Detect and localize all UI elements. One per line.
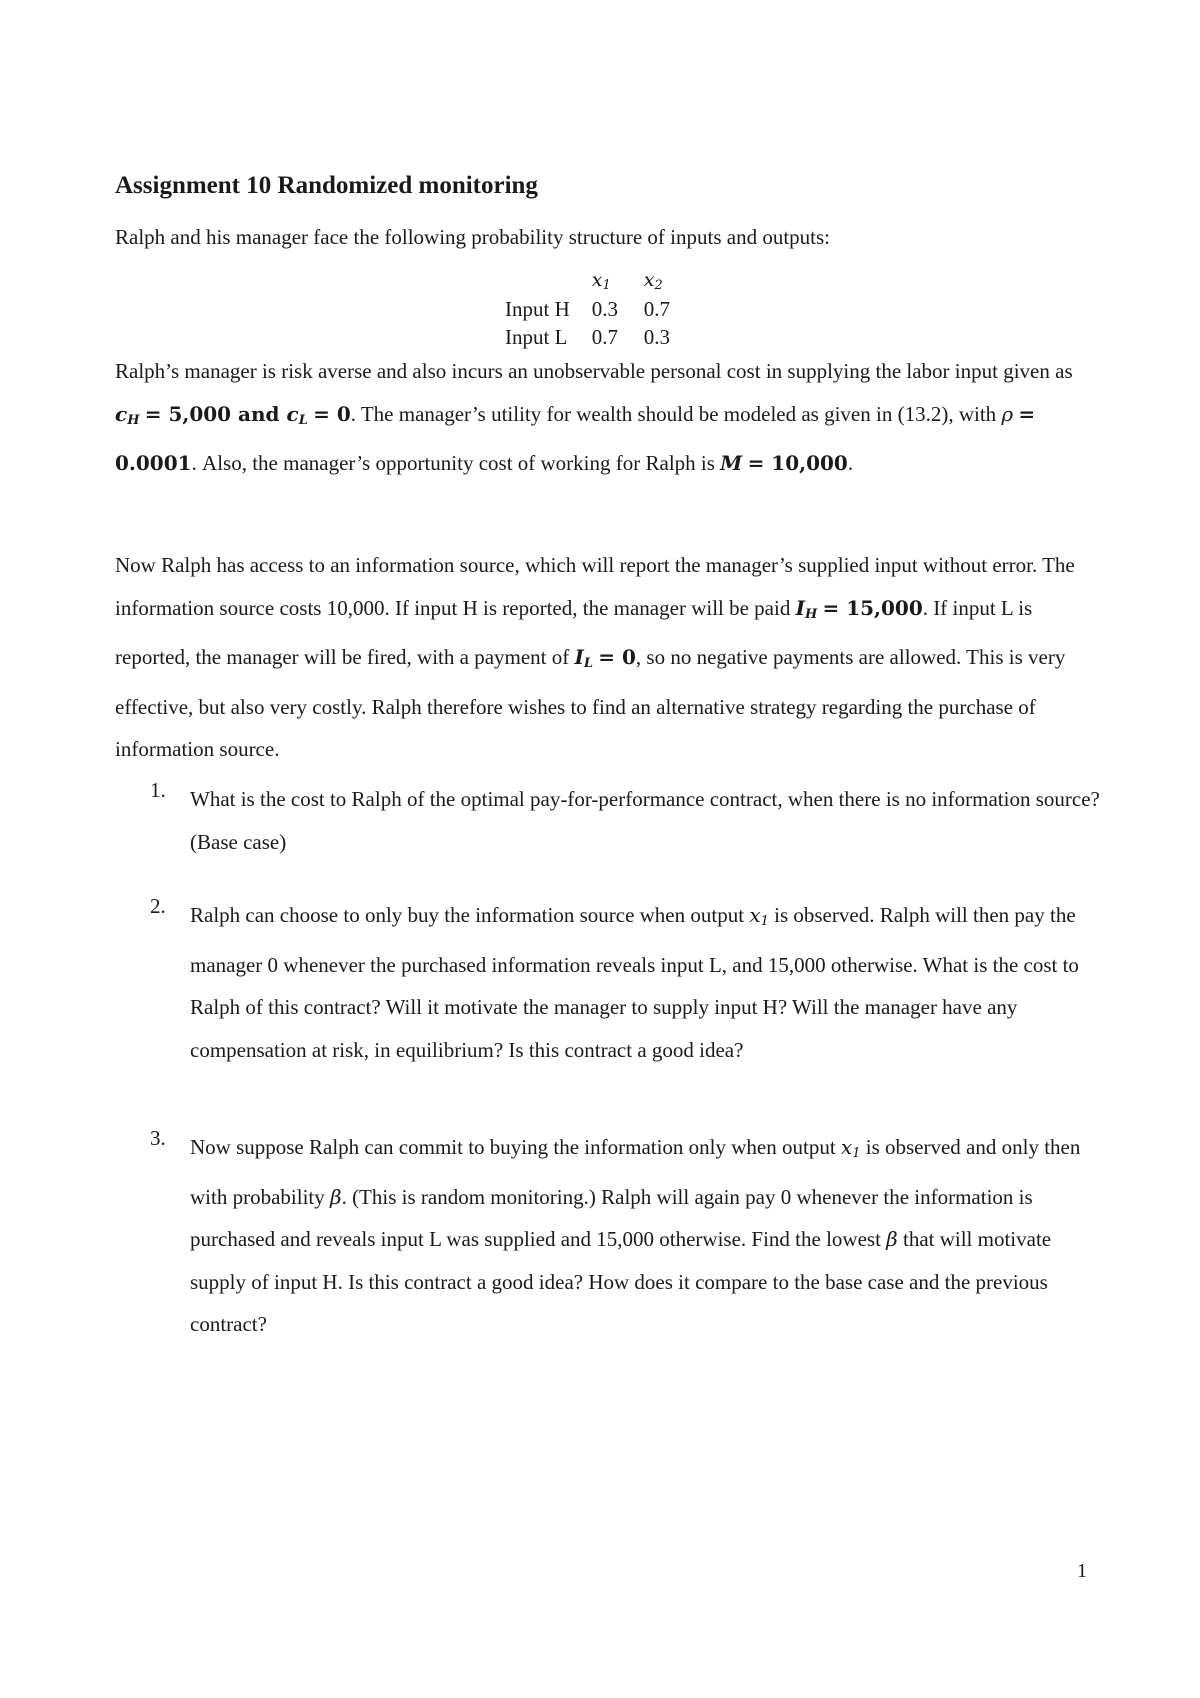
row-label: Input H — [505, 296, 570, 321]
question-text: Ralph can choose to only buy the information source when output $x_1$ is observed. Ralph will then pay the manager 0 whenever the purchased information reveals input L, and 15,000 otherwise. What is the cost to Ralph of this contract? Will it motivate the manager to supply input H? Will the manager have any compensation at risk, in equilibrium? Is this contract a good idea? — [190, 903, 1079, 1062]
math-rho: ρ — [1001, 401, 1014, 426]
table-row — [505, 295, 696, 323]
intro-text: Ralph and his manager face the following probability structure of inputs and outputs: — [115, 225, 831, 249]
table-cell: 0.7 — [591, 324, 618, 349]
math-c-l: $c_L$ — [286, 401, 308, 428]
question-text: What is the cost to Ralph of the optimal pay-for-performance contract, when there is no information source? (Base case) — [190, 787, 1100, 854]
question-number: 1. — [150, 778, 166, 802]
table-column-header: $x_1$ — [591, 269, 611, 293]
probability-table — [505, 267, 696, 351]
row-label: Input L — [505, 324, 568, 349]
paragraph-information-source: Now Ralph has access to an information source, which will report the manager’s supplied input without error. The information source costs 10,000. If input H is reported, the manager will be paid $I_H = 15,000$. If input L is reported, the manager will be fired, with a payment of $I_L = 0$, so no negative payments are allowed. This is very effective, but also very costly. Ralph therefore wishes to find an alternative strategy regarding the purchase of information source. — [115, 553, 1075, 761]
question-1 — [150, 778, 1100, 863]
table-cell: 0.3 — [643, 324, 670, 349]
math-c-h: $c_H$ — [115, 401, 140, 428]
paragraph-costs: Ralph’s manager is risk averse and also incurs an unobservable personal cost in supplying the labor input given as $c_H = 5,000$ and $c_L = 0$. The manager’s utility for wealth should be modeled as given in (13.2), with ρ = 0.0001. Also, the manager’s opportunity cost of working for Ralph is M = 10,000. — [115, 359, 1073, 475]
math-i-l: $I_L$ — [574, 645, 593, 671]
math-beta: β — [330, 1184, 342, 1209]
table-cell: 0.3 — [591, 296, 618, 321]
table-header-row — [505, 267, 696, 295]
question-2 — [150, 894, 1100, 1071]
question-text: Now suppose Ralph can commit to buying the information only when output $x_1$ is observed and only then with probability β. (This is random monitoring.) Ralph will again pay 0 whenever the information is purchased and reveals input L was supplied and 15,000 otherwise. Find the lowest β that will motivate supply of input H. Is this contract a good idea? How does it compare to the base case and the previous contract? — [190, 1135, 1081, 1336]
table-cell: 0.7 — [643, 296, 670, 321]
math-x1: $x_1$ — [749, 903, 769, 929]
page-number: 1 — [1077, 1560, 1087, 1582]
math-beta: β — [886, 1227, 898, 1251]
question-number: 2. — [150, 894, 166, 918]
math-i-h: $I_H$ — [795, 595, 818, 622]
page-title: Assignment 10 Randomized monitoring — [115, 172, 538, 199]
math-x1: $x_1$ — [840, 1135, 861, 1161]
math-m: M — [720, 451, 743, 475]
question-number: 3. — [150, 1126, 166, 1150]
question-3 — [150, 1126, 1100, 1346]
table-row — [505, 323, 696, 351]
table-column-header: $x_2$ — [643, 269, 663, 293]
